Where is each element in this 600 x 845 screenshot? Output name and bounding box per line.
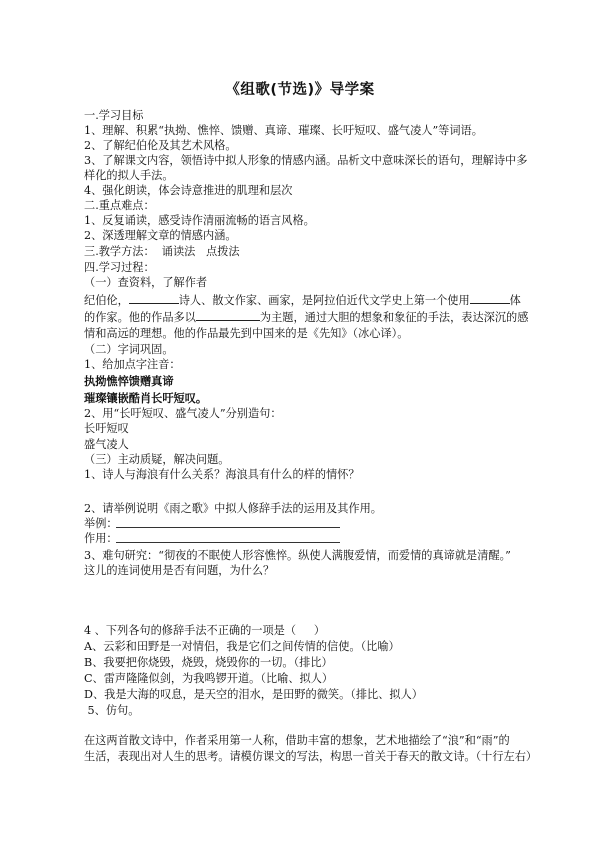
section-3-heading: （三）主动质疑，解决问题。	[84, 453, 230, 466]
final-prompt-line-1: 在这两首散文诗中，作者采用第一人称，借助丰富的想象，艺术地描绘了“浪”和“雨”的	[84, 734, 510, 747]
author-line-3: 情和高远的理想。他的作品最先到中国来的是《先知》（冰心译）。	[84, 327, 409, 340]
effect-answer-line[interactable]	[116, 542, 340, 543]
example-label: 举例：	[84, 517, 118, 530]
section-1-heading: （一）查资料，了解作者	[84, 276, 208, 289]
word-cell: 酷肖	[128, 391, 152, 405]
word-cell: 镶嵌	[106, 391, 129, 405]
goal-item-3: 3、了解课文内容，领悟诗中拟人形象的情感内涵。品析文中意味深长的语句，理解诗中多	[84, 154, 528, 167]
word-cell: 璀璨	[84, 391, 107, 405]
word-cell: 憔悴	[106, 374, 129, 388]
phonetic-heading: 1、给加点字注音：	[84, 358, 181, 371]
question-3-line-1: 3、难句研究：“彻夜的不眠使人形容憔悴。纵使人满腹爱情，而爱情的真谛就是清醒。”	[84, 549, 511, 562]
author-text-a: 纪伯伦，	[84, 294, 129, 307]
option-c: C、雷声隆隆似剑，为我鸣锣开道。（比喻、拟人）	[84, 672, 334, 685]
author-text-b: 诗人、散文作家、画家，是阿拉伯近代文学史上第一个使用	[178, 294, 470, 307]
words-row-1	[84, 374, 174, 389]
section-2-heading: （二）字词巩固。	[84, 343, 174, 356]
author-text-d: 的作家。他的作品多以	[84, 311, 196, 324]
words-row-2	[84, 391, 207, 406]
phrase-1: 长吁短叹	[84, 422, 129, 435]
word-cell: 真谛	[151, 374, 174, 388]
keypoint-item-1: 1、反复诵读，感受诗作清丽流畅的语言风格。	[84, 214, 315, 227]
word-cell: 执拗	[84, 374, 107, 388]
author-text-e: 为主题，通过大胆的想象和象征的手法，表达深沉的感	[259, 311, 529, 324]
author-text-c: 体	[509, 294, 521, 307]
word-cell: 长吁短叹。	[151, 391, 208, 405]
effect-label: 作用：	[84, 532, 118, 545]
word-cell: 馈赠	[128, 374, 152, 388]
option-d: D、我是大海的叹息，是天空的泪水，是田野的微笑。（排比、拟人）	[84, 688, 423, 701]
author-line-2	[84, 310, 528, 325]
option-a: A、云彩和田野是一对情侣，我是它们之间传情的信使。（比喻）	[84, 640, 400, 653]
author-line-1	[84, 293, 521, 308]
final-prompt-line-2: 生活，表现出对人生的思考。请模仿课文的写法，构思一首关于春天的散文诗。（十行左右）	[84, 750, 538, 763]
blank-theme[interactable]	[196, 310, 260, 321]
question-5: 5、仿句。	[84, 704, 140, 717]
question-4: 4 、下列各句的修辞手法不正确的一项是（ ）	[84, 624, 326, 637]
blank-style[interactable]	[470, 293, 510, 304]
question-1: 1、诗人与海浪有什么关系？海浪具有什么的样的情怀？	[84, 468, 360, 481]
goal-item-1: 1、理解、积累“执拗、憔悴、馈赠、真谛、璀璨、长吁短叹、盛气凌人”等词语。	[84, 124, 483, 137]
goal-item-3-cont: 样化的拟人手法。	[84, 169, 174, 182]
blank-nationality[interactable]	[129, 293, 179, 304]
example-answer-line[interactable]	[116, 527, 340, 528]
keypoints-heading: 二.重点难点：	[84, 199, 155, 212]
goals-heading: 一.学习目标	[84, 109, 144, 122]
sentence-heading: 2、用“长吁短叹、盛气凌人”分别造句：	[84, 407, 282, 420]
question-2: 2、请举例说明《雨之歌》中拟人修辞手法的运用及其作用。	[84, 502, 382, 515]
goal-item-4: 4、强化朗读，体会诗意推进的肌理和层次	[84, 184, 293, 197]
phrase-2: 盛气凌人	[84, 438, 129, 451]
page-title: 《组歌(节选)》导学案	[225, 82, 375, 98]
methods-line: 三.教学方法： 诵读法 点拨法	[84, 245, 240, 258]
process-heading: 四.学习过程：	[84, 261, 155, 274]
goal-item-2: 2、了解纪伯伦及其艺术风格。	[84, 139, 237, 152]
keypoint-item-2: 2、深透理解文章的情感内涵。	[84, 229, 237, 242]
option-b: B、我要把你烧毁，烧毁，烧毁你的一切。（排比）	[84, 656, 333, 669]
question-3-line-2: 这儿的连词使用是否有问题，为什么？	[84, 564, 275, 577]
